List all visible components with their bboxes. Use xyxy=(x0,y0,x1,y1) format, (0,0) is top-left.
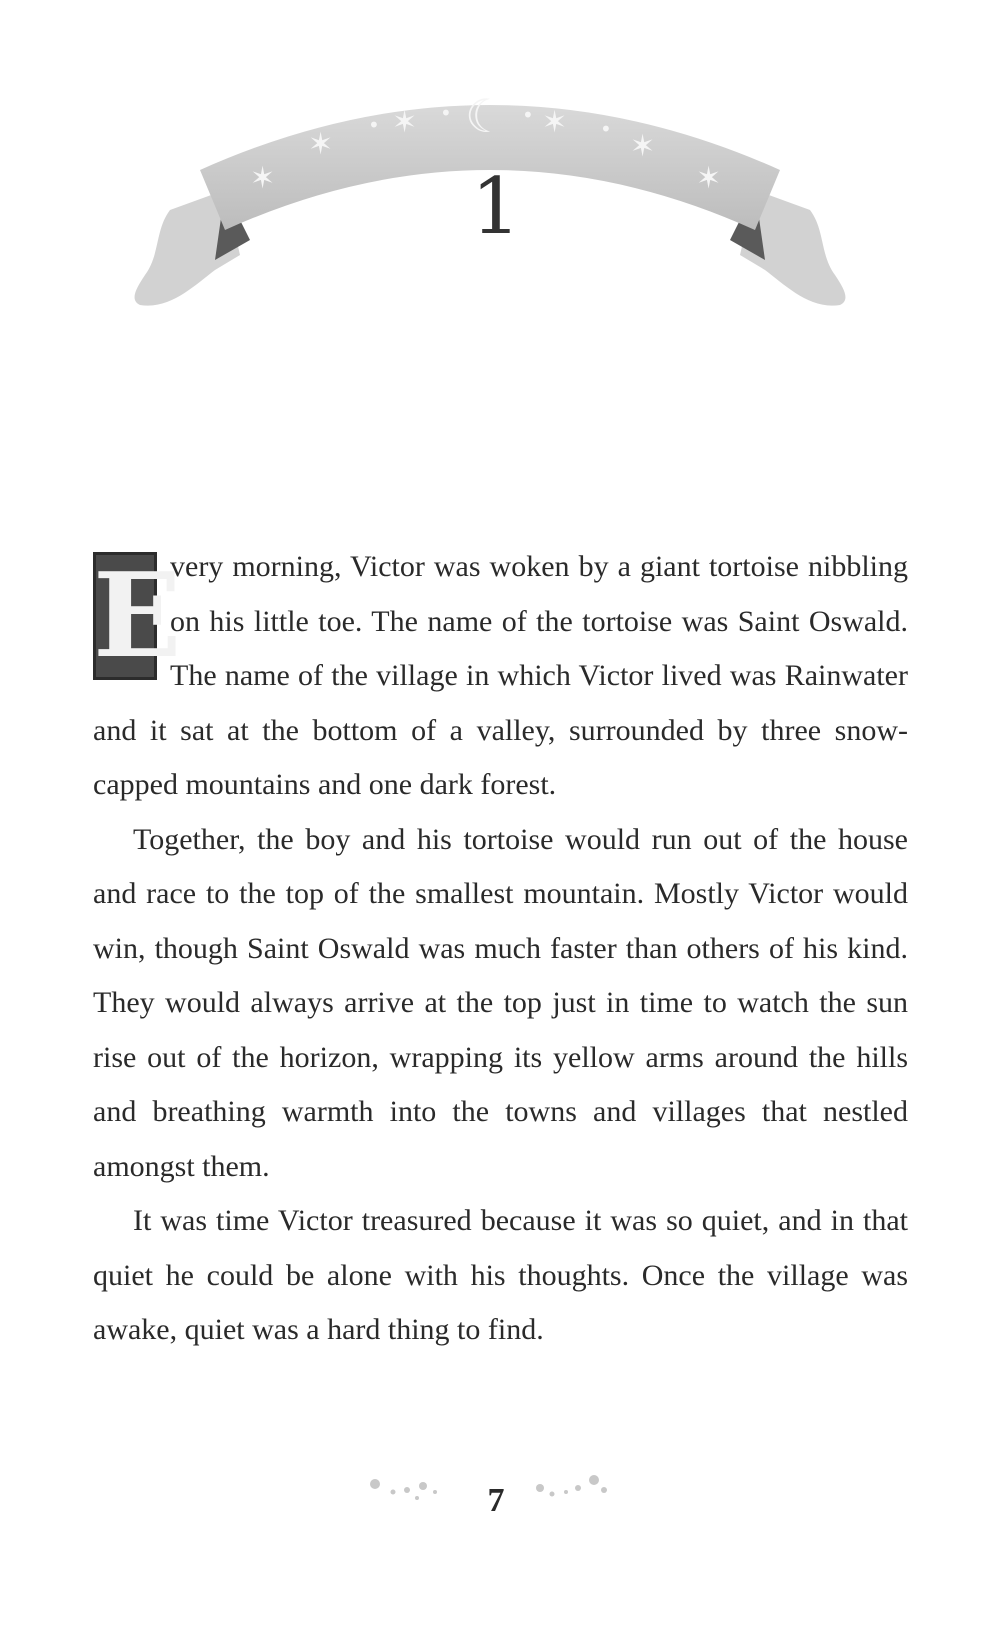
dot-icon: • xyxy=(522,103,534,127)
dot-icon: • xyxy=(600,117,612,141)
dot-icon: • xyxy=(368,113,380,137)
paragraph: Together, the boy and his tortoise would run out of the house and race to the top of the smallest mountain. Mostly Victor would win, though Saint Oswald was much faster than others of his kind. They would always arrive at the top just in time to watch the sun rise out of the horizon, wrapping its yellow arms around the hills and breathing warmth into the towns and villages that nestled amongst them. xyxy=(93,822,908,1183)
star-icon: ✶ xyxy=(630,129,656,164)
paragraph xyxy=(93,540,908,813)
star-icon: ✶ xyxy=(696,161,722,196)
star-icon: ✶ xyxy=(392,105,418,140)
star-icon: ✶ xyxy=(542,105,568,140)
crescent-moon-icon: ☾ xyxy=(465,89,507,143)
paragraph: It was time Victor treasured because it was so quiet, and in that quiet he could be alone with his thoughts. Once the village was awake, quiet was a hard thing to find. xyxy=(93,1204,908,1346)
chapter-number: 1 xyxy=(471,162,521,252)
drop-cap: E xyxy=(93,548,182,684)
chapter-body xyxy=(93,540,908,1358)
star-icon: ✶ xyxy=(308,127,334,162)
page-number: 7 xyxy=(487,1482,505,1519)
paragraph-text: very morning, Victor was woken by a giant tortoise nibbling on his little toe. The name of the tortoise was Saint Oswald. The name of the village in which Victor lived was Rainwater and it sat at the bottom of a valley, surrounded by three snow-capped mountains and one dark forest. xyxy=(93,550,908,801)
star-icon: ✶ xyxy=(250,161,276,196)
dot-icon: • xyxy=(440,101,452,125)
